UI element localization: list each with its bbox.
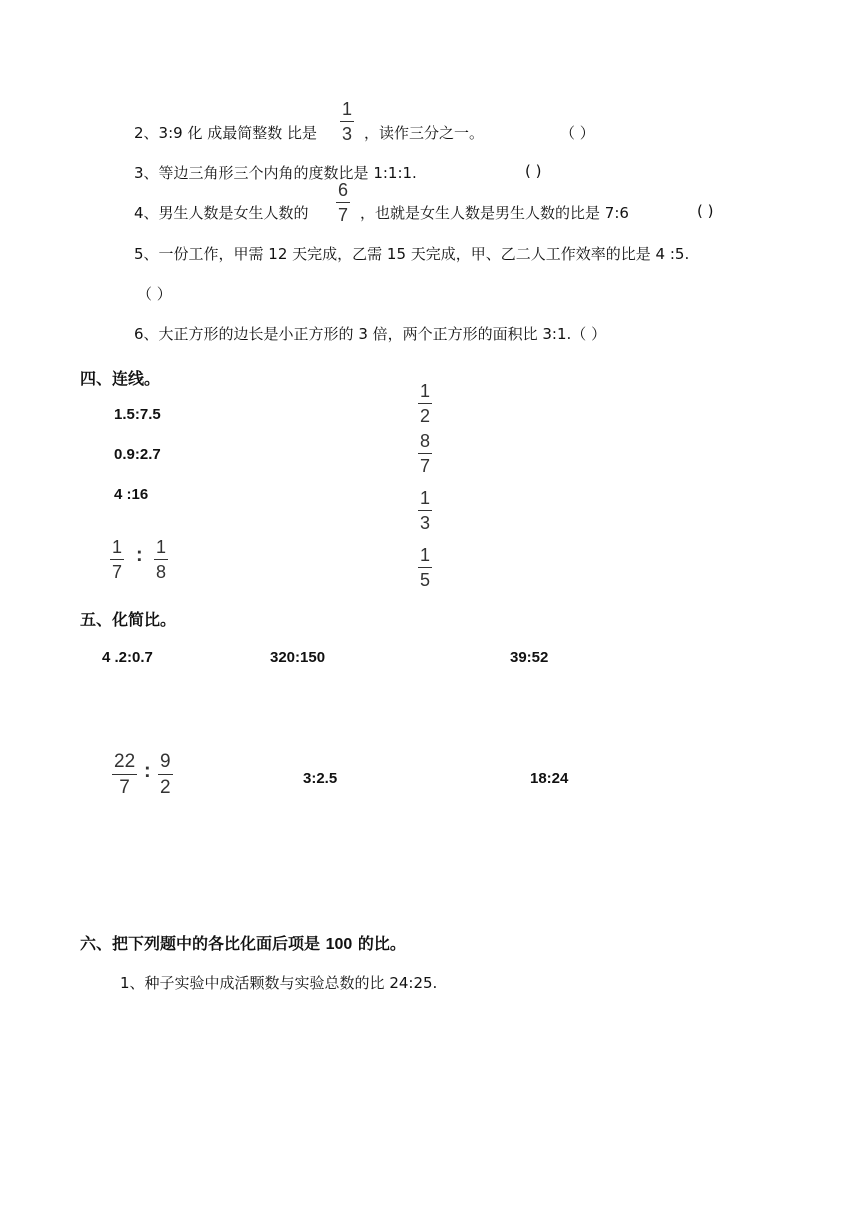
question-4-text-a: 4、男生人数是女生人数的 bbox=[134, 204, 309, 222]
match-right-item-4[interactable] bbox=[418, 546, 432, 589]
fraction-denominator: 7 bbox=[420, 456, 431, 476]
fraction-numerator: 6 bbox=[338, 180, 349, 200]
fraction-numerator: 9 bbox=[160, 751, 171, 772]
fraction-numerator: 8 bbox=[420, 431, 431, 451]
section-6-heading-b: 的比。 bbox=[352, 934, 406, 953]
question-2-fraction bbox=[340, 100, 354, 143]
match-left-fraction-a[interactable] bbox=[110, 538, 124, 581]
fraction-denominator: 5 bbox=[420, 570, 431, 590]
section-4-heading: 四、连线。 bbox=[80, 369, 161, 388]
match-left-item-2[interactable]: 0.9:2.7 bbox=[114, 446, 161, 463]
match-left-item-1[interactable]: 1.5:7.5 bbox=[114, 406, 161, 423]
fraction-numerator: 1 bbox=[420, 381, 431, 401]
question-5-text: 5、一份工作，甲需 12 天完成，乙需 15 天完成，甲、乙二人工作效率的比是 4 :5. bbox=[134, 245, 690, 263]
question-2 bbox=[134, 122, 317, 143]
question-2-text-a: 2、3:9 化 成最简整数 比是 bbox=[134, 124, 317, 142]
fraction-denominator: 3 bbox=[342, 124, 353, 144]
fraction-numerator: 1 bbox=[112, 537, 123, 557]
fraction-denominator: 8 bbox=[156, 562, 167, 582]
fraction-bar bbox=[154, 559, 168, 560]
section-6-question-1: 1、种子实验中成活颗数与实验总数的比 24:25. bbox=[120, 974, 438, 992]
match-left-item-3[interactable]: 4 :16 bbox=[114, 486, 149, 503]
fraction-numerator: 22 bbox=[114, 751, 136, 772]
fraction-denominator: 2 bbox=[420, 406, 431, 426]
fraction-denominator: 7 bbox=[338, 205, 349, 225]
fraction-numerator: 1 bbox=[420, 545, 431, 565]
fraction-bar bbox=[110, 559, 124, 560]
fraction-numerator: 1 bbox=[342, 99, 353, 119]
question-4-fraction bbox=[336, 181, 350, 224]
question-3-text: 3、等边三角形三个内角的度数比是 1:1:1. bbox=[134, 164, 417, 182]
fraction-bar bbox=[158, 774, 173, 775]
fraction-denominator: 3 bbox=[420, 513, 431, 533]
fraction-denominator: 7 bbox=[119, 777, 130, 798]
simplify-item-6: 18:24 bbox=[530, 770, 569, 787]
question-2-answer-paren[interactable]: （ ） bbox=[560, 124, 595, 142]
fraction-bar bbox=[418, 453, 432, 454]
section-5-heading: 五、化简比。 bbox=[80, 610, 177, 629]
fraction-numerator: 1 bbox=[156, 537, 167, 557]
match-right-item-3[interactable] bbox=[418, 489, 432, 532]
question-4-answer-paren[interactable]: ( ) bbox=[697, 202, 714, 220]
match-right-item-1[interactable] bbox=[418, 382, 432, 425]
question-4-text-b: ，也就是女生人数是男生人数的比是 7:6 bbox=[360, 204, 629, 222]
simplify-item-3: 39:52 bbox=[510, 649, 549, 666]
fraction-bar bbox=[336, 202, 350, 203]
fraction-numerator: 1 bbox=[420, 488, 431, 508]
simplify-item-2: 320:150 bbox=[270, 649, 326, 666]
fraction-bar bbox=[340, 121, 354, 122]
ratio-colon: : bbox=[136, 544, 143, 566]
simplify-fraction-b bbox=[158, 752, 173, 797]
simplify-item-5: 3:2.5 bbox=[303, 770, 338, 787]
fraction-bar bbox=[418, 510, 432, 511]
section-6-heading-number: 100 bbox=[325, 936, 353, 953]
simplify-fraction-a bbox=[112, 752, 137, 797]
question-3-answer-paren[interactable]: ( ) bbox=[525, 162, 542, 180]
section-6-heading-a: 六、把下列题中的各比化面后项是 bbox=[80, 934, 326, 953]
fraction-denominator: 2 bbox=[160, 777, 171, 798]
simplify-item-1: 4 .2:0.7 bbox=[102, 649, 153, 666]
fraction-bar bbox=[418, 403, 432, 404]
fraction-bar bbox=[112, 774, 137, 775]
fraction-bar bbox=[418, 567, 432, 568]
match-right-item-2[interactable] bbox=[418, 432, 432, 475]
match-left-fraction-b[interactable] bbox=[154, 538, 168, 581]
question-6-text: 6、大正方形的边长是小正方形的 3 倍，两个正方形的面积比 3:1.（ ） bbox=[134, 325, 607, 343]
fraction-denominator: 7 bbox=[112, 562, 123, 582]
section-6-heading bbox=[80, 931, 406, 954]
question-5-answer-paren[interactable]: （ ） bbox=[137, 285, 172, 303]
question-2-text-b: ，读作三分之一。 bbox=[364, 124, 485, 142]
ratio-colon: : bbox=[144, 760, 151, 782]
